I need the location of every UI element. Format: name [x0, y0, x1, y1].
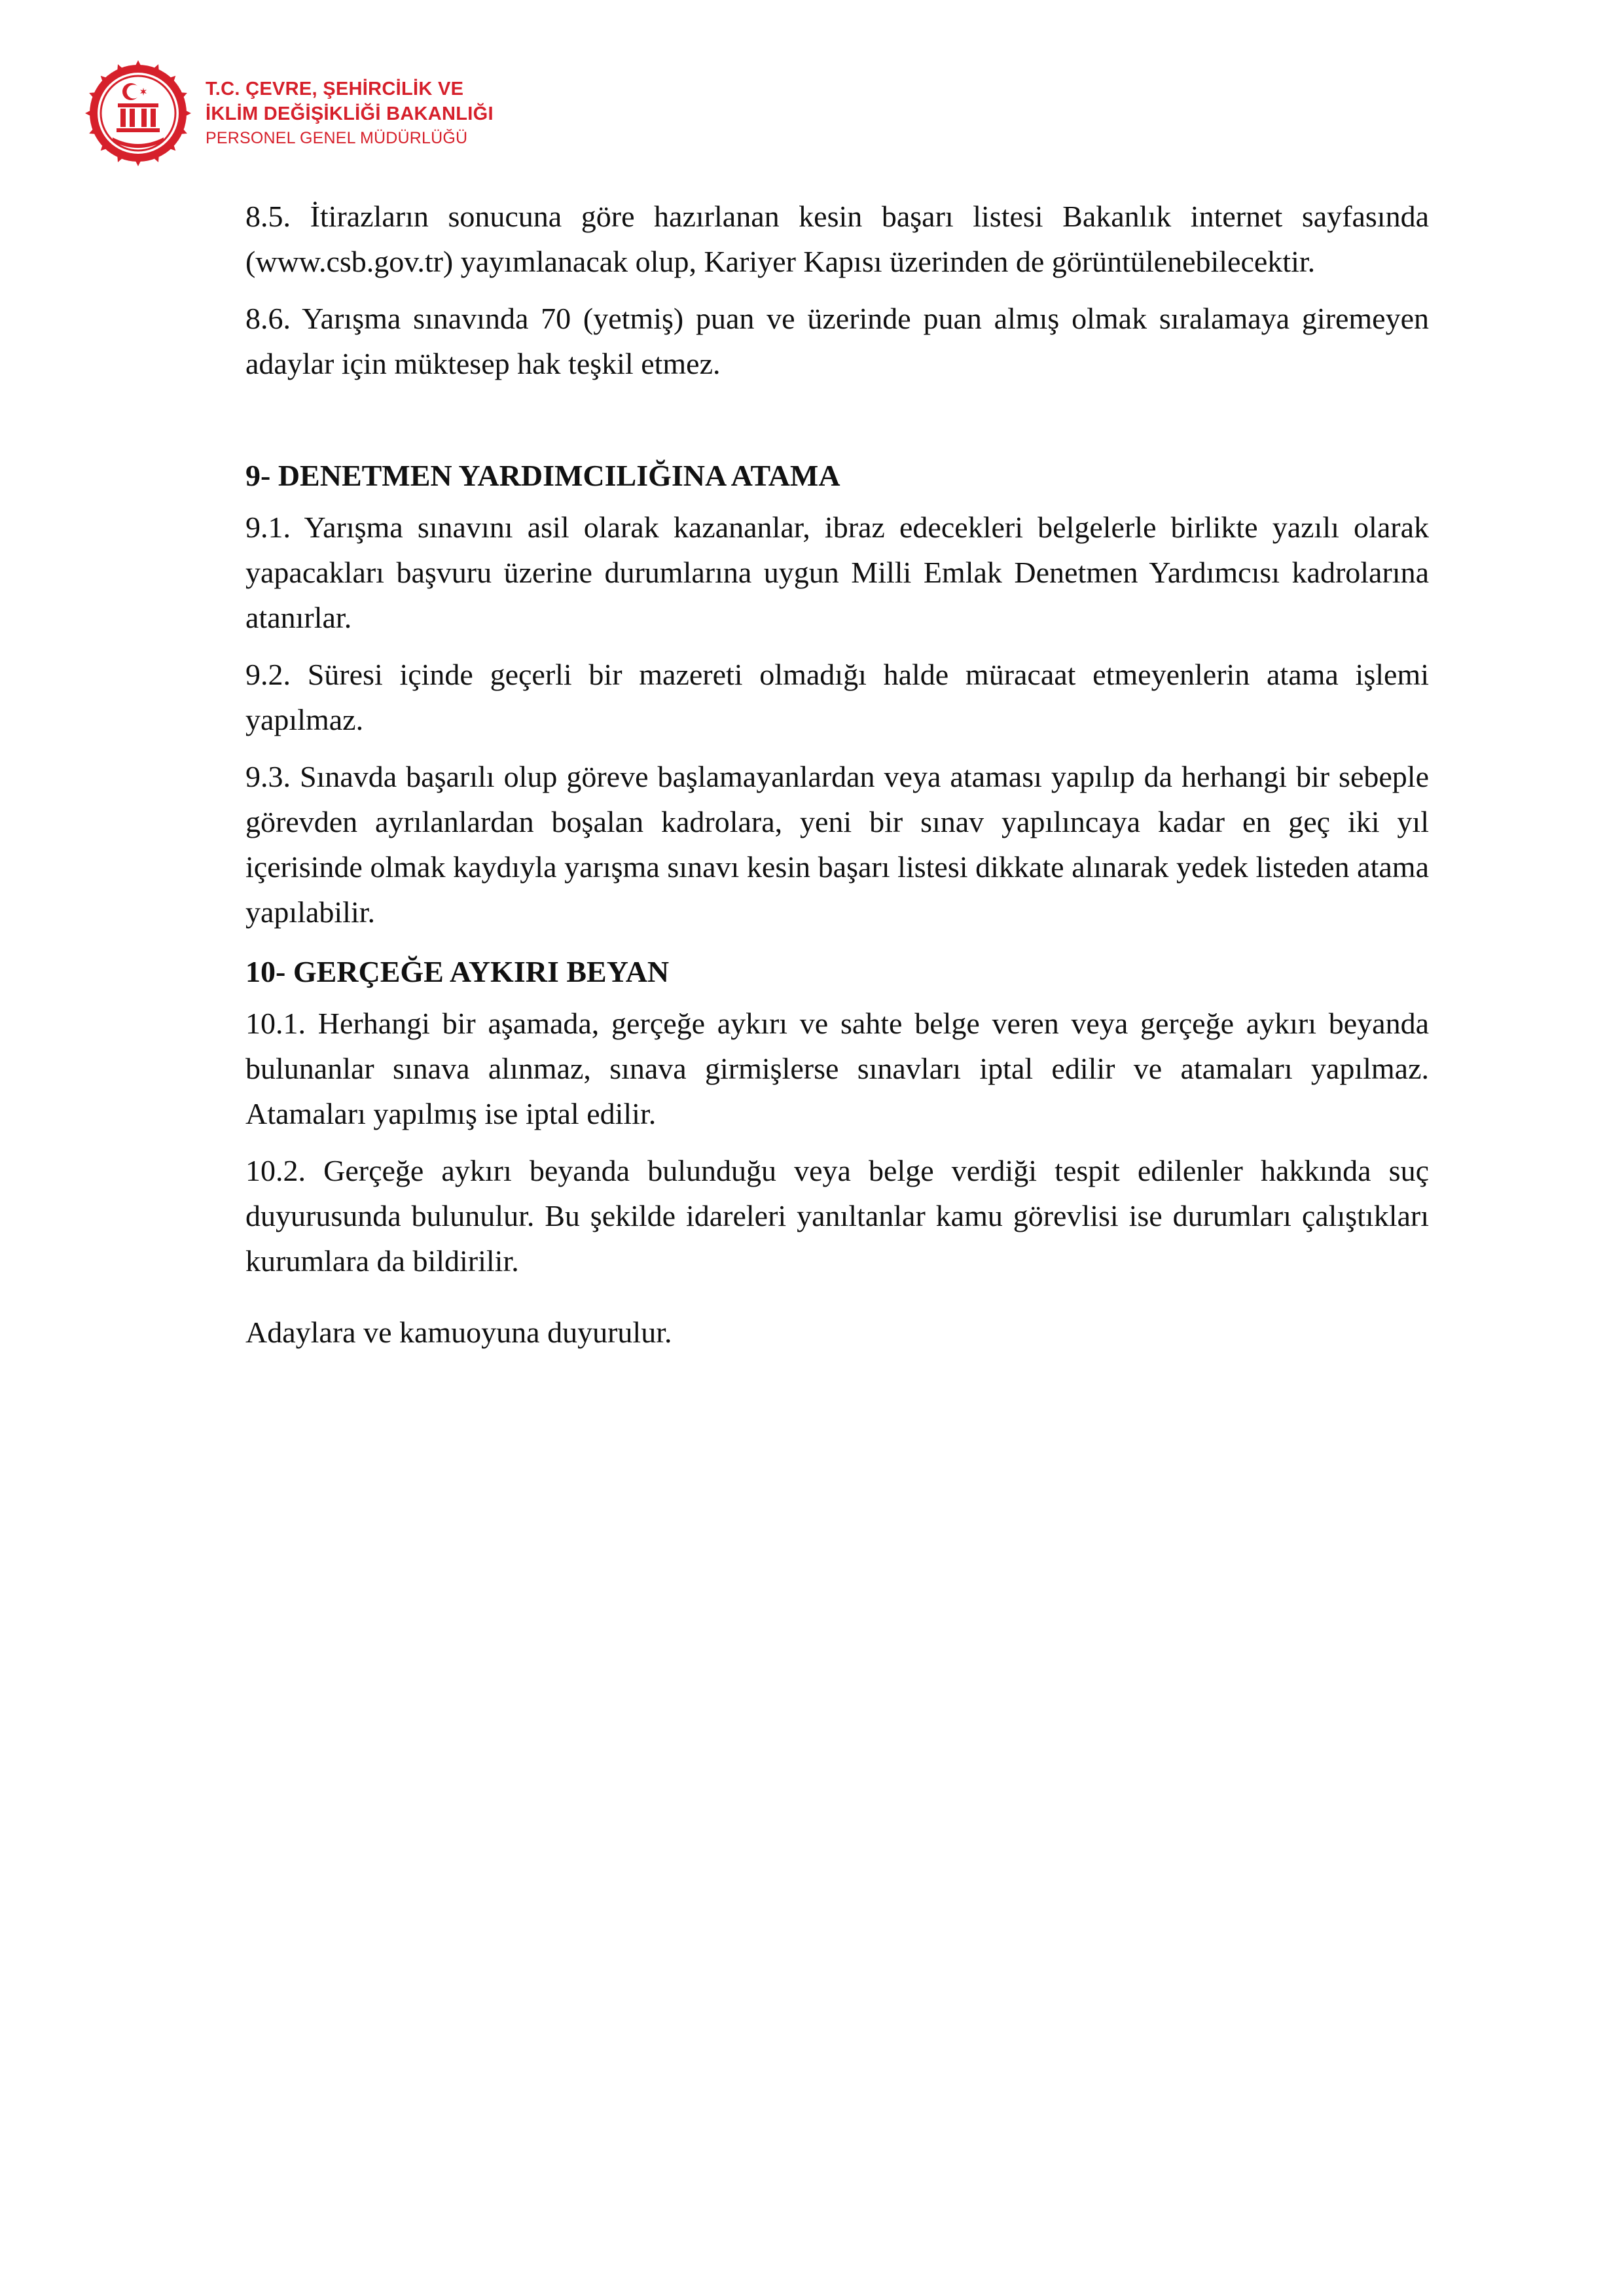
organization-name: [206, 77, 494, 150]
paragraph-10-2: 10.2. Gerçeğe aykırı beyanda bulunduğu veya belge verdiği tespit edilenler hakkında suç duyurusunda bulunulur. Bu şekilde idareleri yanıltanlar kamu görevlisi ise durumları çalıştıkları kurumlara da bildirilir.: [245, 1154, 1429, 1278]
paragraph-8-6: 8.6. Yarışma sınavında 70 (yetmiş) puan ve üzerinde puan almış olmak sıralamaya giremeyen adaylar için müktesep hak teşkil etmez.: [245, 302, 1429, 380]
org-name-line1: T.C. ÇEVRE, ŞEHİRCİLİK VE: [206, 79, 464, 99]
org-name-line2: İKLİM DEĞİŞİKLİĞİ BAKANLIĞI: [206, 103, 494, 124]
paragraph-9-3: 9.3. Sınavda başarılı olup göreve başlamayanlardan veya ataması yapılıp da herhangi bir sebeple görevden ayrılanlardan boşalan kadrolara, yeni bir sınav yapılıncaya kadar en geç iki yıl içerisinde olmak kaydıyla yarışma sınavı kesin başarı listesi dikkate alınarak yedek listeden atama yapılabilir.: [245, 760, 1429, 929]
ministry-seal-icon: [84, 59, 192, 168]
paragraph-9-2: 9.2. Süresi içinde geçerli bir mazereti olmadığı halde müracaat etmeyenlerin atama işlemi yapılmaz.: [245, 658, 1429, 736]
paragraph-9-1: 9.1. Yarışma sınavını asil olarak kazananlar, ibraz edecekleri belgelerle birlikte yazılı olarak yapacakları başvuru üzerine durumlarına uygun Milli Emlak Denetmen Yardımcısı kadrolarına atanırlar.: [245, 511, 1429, 634]
section-10-heading: 10- GERÇEĞE AYKIRI BEYAN: [245, 955, 670, 988]
org-department: PERSONEL GENEL MÜDÜRLÜĞÜ: [206, 129, 468, 147]
paragraph-10-1: 10.1. Herhangi bir aşamada, gerçeğe aykırı ve sahte belge veren veya gerçeğe aykırı beyanda bulunanlar sınava alınmaz, sınava girmişlerse sınavları iptal edilir ve atamaları yapılmaz. Atamaları yapılmış ise iptal edilir.: [245, 1007, 1429, 1130]
letterhead: [84, 58, 494, 169]
paragraph-8-5: 8.5. İtirazların sonucuna göre hazırlanan kesin başarı listesi Bakanlık internet sayfasında (www.csb.gov.tr) yayımlanacak olup, Kariyer Kapısı üzerinden de görüntülenebilecektir.: [245, 200, 1429, 278]
section-9-heading: 9- DENETMEN YARDIMCILIĞINA ATAMA: [245, 459, 840, 492]
closing-line: Adaylara ve kamuoyuna duyurulur.: [245, 1316, 672, 1349]
document-body: [245, 194, 1429, 1367]
